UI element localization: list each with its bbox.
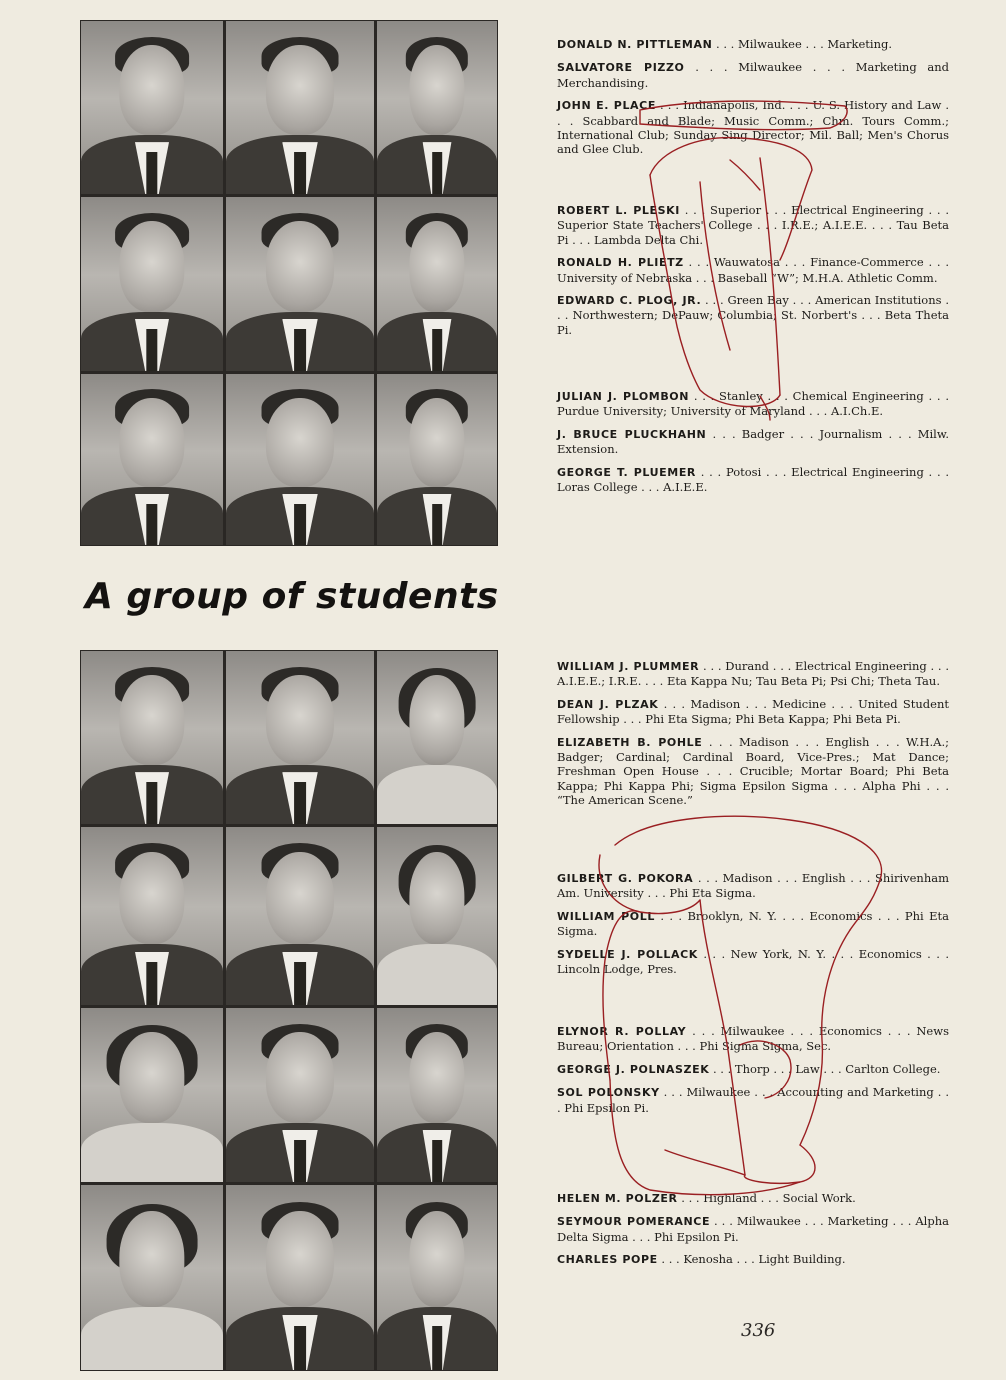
student-photo	[81, 197, 223, 371]
student-photo	[226, 827, 374, 1005]
student-photo	[81, 374, 223, 545]
student-entry: HELEN M. POLZER . . . Highland . . . Social Work.	[557, 1191, 856, 1205]
student-photo	[81, 1008, 223, 1182]
student-entry: ROBERT L. PLESKI . . . Superior . . . Electrical Engineering . . . Superior State Teachers' College . . . I.R.E.; A.I.E.E. . . . Tau Beta Pi . . . Lambda Delta Chi.	[557, 203, 949, 247]
student-photo	[81, 651, 223, 824]
student-photo	[226, 651, 374, 824]
student-entry: DONALD N. PITTLEMAN . . . Milwaukee . . . Marketing.	[557, 37, 893, 51]
student-entry: RONALD H. PLIETZ . . . Wauwatosa . . . Finance-Commerce . . . University of Nebraska . . . Baseball “W”; M.H.A. Athletic Comm.	[557, 255, 949, 285]
student-entry: JOHN E. PLACE . . . Indianapolis, Ind. . . . U. S. History and Law . . . Scabbard and Blade; Music Comm.; Chm. Tours Comm.; International Club; Sunday Sing Director; Mil. Ball; Men's Chorus and Glee Club.	[557, 98, 949, 157]
student-photo	[226, 374, 374, 545]
student-entry: WILLIAM POLL . . . Brooklyn, N. Y. . . . Economics . . . Phi Eta Sigma.	[557, 908, 949, 939]
student-photo	[81, 21, 223, 194]
student-photo	[81, 1185, 223, 1370]
photo-grid-bottom	[80, 650, 498, 1371]
student-photo	[377, 827, 497, 1005]
student-photo	[377, 1008, 497, 1182]
student-entry: GEORGE J. POLNASZEK . . . Thorp . . . Law . . . Carlton College.	[557, 1061, 941, 1076]
student-photo	[226, 1008, 374, 1182]
entries-bottom-1	[557, 659, 949, 816]
student-photo	[377, 21, 497, 194]
student-entry: SYDELLE J. POLLACK . . . New York, N. Y. . . . Economics . . . Lincoln Lodge, Pres.	[557, 946, 950, 977]
student-photo	[226, 1185, 374, 1370]
entries-bottom-2	[557, 871, 949, 984]
student-entry: CHARLES POPE . . . Kenosha . . . Light Building.	[557, 1252, 846, 1267]
entries-top-lower	[557, 389, 949, 502]
student-photo	[226, 21, 374, 194]
student-entry: DEAN J. PLZAK . . . Madison . . . Medicine . . . United Student Fellowship . . . Phi Eta Sigma; Phi Beta Kappa; Phi Beta Pi.	[557, 696, 949, 727]
student-photo	[377, 197, 497, 371]
student-photo	[81, 827, 223, 1005]
student-entry: WILLIAM J. PLUMMER . . . Durand . . . Electrical Engineering . . . A.I.E.E.; I.R.E. . . . Eta Kappa Nu; Tau Beta Pi; Psi Chi; Theta Tau.	[557, 659, 949, 689]
entries-bottom-3	[557, 1024, 949, 1123]
student-entry: EDWARD C. PLOG, JR. . . . Green Bay . . . American Institutions . . . Northwestern; DePauw; Columbia; St. Norbert's . . . Beta Theta Pi.	[557, 293, 949, 337]
student-photo	[377, 374, 497, 545]
student-entry: SALVATORE PIZZO . . . Milwaukee . . . Marketing and Merchandising.	[557, 60, 949, 90]
photo-grid-top	[80, 20, 498, 546]
entries-bottom-4	[557, 1191, 949, 1276]
entries-top-middle	[557, 203, 949, 345]
page-number: 336	[741, 1320, 776, 1341]
student-photo	[377, 1185, 497, 1370]
student-entry: JULIAN J. PLOMBON . . . Stanley . . . Chemical Engineering . . . Purdue University; University of Maryland . . . A.I.Ch.E.	[557, 389, 949, 419]
page-heading: A group of students	[85, 576, 499, 617]
student-entry: ELYNOR R. POLLAY . . . Milwaukee . . . Economics . . . News Bureau; Orientation . . . Phi Sigma Sigma, Sec.	[557, 1024, 949, 1054]
student-entry: GILBERT G. POKORA . . . Madison . . . English . . . Shirivenham Am. University . . . Phi Eta Sigma.	[557, 871, 949, 901]
student-entry: SEYMOUR POMERANCE . . . Milwaukee . . . Marketing . . . Alpha Delta Sigma . . . Phi Epsilon Pi.	[557, 1214, 949, 1244]
student-photo	[377, 651, 497, 824]
student-photo	[226, 197, 374, 371]
student-entry: J. BRUCE PLUCKHAHN . . . Badger . . . Journalism . . . Milw. Extension.	[557, 426, 949, 457]
student-entry: ELIZABETH B. POHLE . . . Madison . . . English . . . W.H.A.; Badger; Cardinal; Cardinal Board, Vice-Pres.; Mat Dance; Freshman Open House . . . Crucible; Mortar Board; Phi Beta Kappa; Phi Kappa Phi; Sigma Epsilon Sigma . . . Alpha Phi . . . “The American Scene.”	[557, 734, 949, 808]
student-entry: SOL POLONSKY . . . Milwaukee . . . Accounting and Marketing . . . Phi Epsilon Pi.	[557, 1085, 950, 1115]
entries-top	[557, 37, 949, 165]
student-entry: GEORGE T. PLUEMER . . . Potosi . . . Electrical Engineering . . . Loras College . . . A.I.E.E.	[557, 464, 949, 495]
